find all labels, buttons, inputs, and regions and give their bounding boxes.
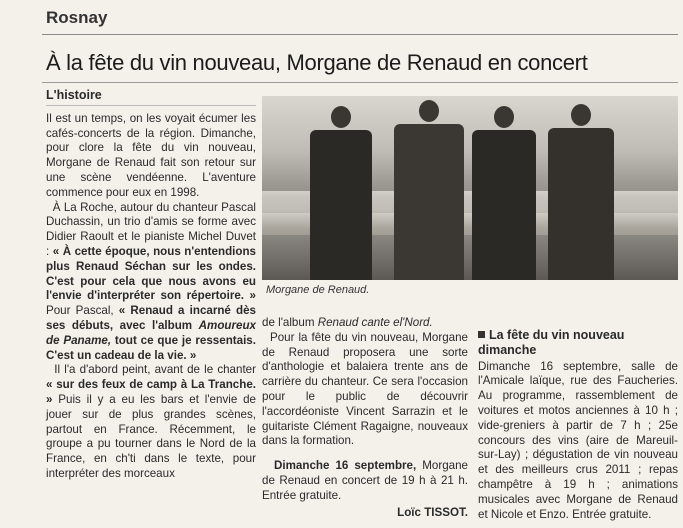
event-body: Dimanche 16 septembre, salle de l'Amicale laïque, rue des Faucheries. Au programme, rassemblement de voitures et motos anciennes à 10 h ; vide-greniers à partir de 7 h ; 25e concours des vins (aire de Mareuil-sur-Lay) ; dégustation de vin nouveau et des meilleurs crus 2011 ; repas champêtre à 19 h ; animations musicales avec Morgane de Renaud et Nicole et Enzo. Entrée gratuite. [478, 359, 678, 521]
top-rule [42, 34, 678, 35]
concert-p1-text: Pour la fête du vin nouveau, Morgane de Renaud proposera une sorte d'anthologie et balaiera trente ans de carrière du chanteur. Ce sera l'occasion pour le public de découvrir l'accordéoniste Vincent Sarrazin et le guitariste Clément Ragaigne, nouveaux dans la formation. [262, 330, 468, 448]
photo-person-guitar [548, 104, 614, 280]
p3-quote: « sur des feux de camp à La Tranche. » [46, 378, 256, 406]
p2-quote: « À cette époque, nous n'entendions plus Renaud Séchan sur les ondes. C'est pour cela que nous avons eu l'envie d'interpréter son répertoire. » [46, 244, 256, 303]
p2-text-mid: Pour Pascal, [46, 304, 119, 318]
concert-paragraph-2 [262, 459, 468, 503]
history-paragraph-3 [46, 363, 256, 481]
bullet-square-icon [478, 331, 485, 338]
column-event [478, 328, 678, 522]
column-concert [262, 316, 468, 520]
event-kicker [478, 328, 678, 358]
headline-rule [42, 82, 678, 83]
p2-quote-2a: « Renaud a incarné dès ses débuts, avec l'album [46, 304, 256, 332]
p3-text-start: Il l'a d'abord peint, avant de le chanter [54, 363, 256, 377]
concert-paragraph-1 [262, 331, 468, 449]
history-paragraph-2 [46, 201, 256, 364]
photo-person-center [472, 106, 536, 280]
p2-quote-2b: tout ce que je ressentais. C'est un cadeau de la vie. » [46, 333, 256, 362]
history-kicker: L'histoire [46, 88, 256, 106]
band-photo [262, 96, 678, 280]
concert-date: Dimanche 16 septembre, [274, 459, 417, 473]
author-signature: Loïc TISSOT. [397, 505, 468, 519]
photo-person-accordion [310, 106, 372, 280]
p2-album: Amoureux de Paname, [46, 318, 256, 347]
p3-text-end: Puis il y a eu les bars et l'envie de jouer sur de plus grandes scènes, partout en France. Récemment, le groupe a pu tourner dans le Nord de la France, en ch'ti dans le texte, pour interpréter des morceaux [46, 392, 256, 480]
history-paragraph-1: Il est un temps, on les voyait écumer les cafés-concerts de la région. Dimanche, pour clore la fête du vin nouveau, Morgane de Renaud fait son retour sur une scène vendéenne. L'aventure commence pour eux en 1998. [46, 111, 256, 199]
event-kicker-text: La fête du vin nouveau dimanche [478, 328, 625, 357]
cont-text: de l'album [262, 316, 318, 329]
column-history [46, 88, 256, 482]
photo-caption: Morgane de Renaud. [266, 284, 370, 296]
headline: À la fête du vin nouveau, Morgane de Renaud en concert [46, 50, 588, 75]
concert-continuation [262, 316, 468, 331]
section-title: Rosnay [46, 8, 108, 27]
p2-text-start: À La Roche, autour du chanteur Pascal Duchassin, un trio d'amis se forme avec Didier Raoult et le pianiste Michel Duvet : [46, 200, 256, 258]
cont-album: Renaud cante el'Nord. [317, 316, 433, 329]
photo-person-drum [394, 100, 464, 280]
concert-p2-text: Morgane de Renaud en concert de 19 h à 21 h. Entrée gratuite. [262, 459, 468, 502]
